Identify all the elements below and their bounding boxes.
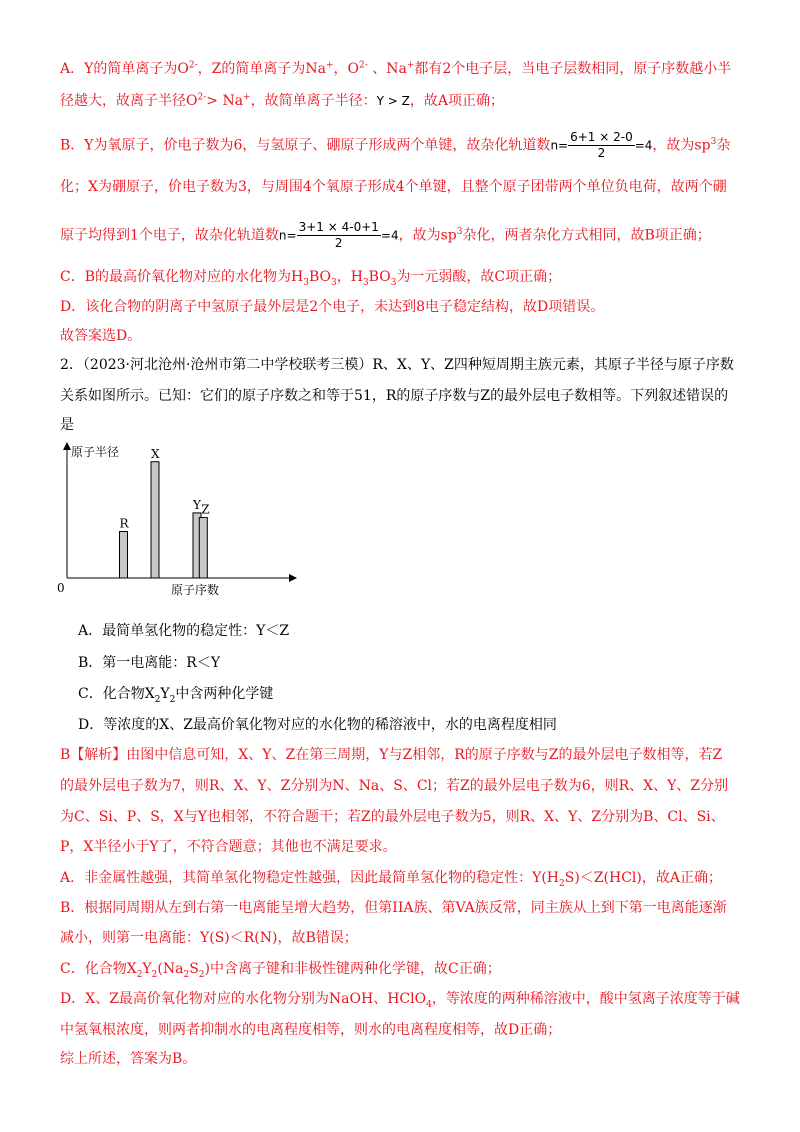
solution2-a: A．非金属性越强，其简单氢化物稳定性越强，因此最简单氢化物的稳定性：$Y(H_2S)<Z(HCl)$，故A正确； <box>60 870 722 889</box>
question-2-line3: 是 <box>60 417 74 433</box>
bar-label-R: R <box>119 516 129 531</box>
solution2-d-line1: D．X、Z最高价氧化物对应的水化物分别为NaOH、HClO$_4$，等浓度的两种稀溶液中，酸中氢离子浓度等于碱 <box>60 991 740 1010</box>
solution-b-line2: 化；X为硼原子，价电子数为3，与周围4个氧原子形成4个单键，且整个原子团带两个单位负电荷，故两个硼 <box>60 179 727 195</box>
fraction-b1: $\frac{6+1 \times 2-0}{2}$ <box>570 130 633 160</box>
question-2-line2: 关系如图所示。已知：它们的原子序数之和等于51，R的原子序数与Z的最外层电子数相等。下列叙述错误的 <box>60 388 729 404</box>
question-2-line1: 2．（2023·河北沧州·沧州市第二中学校联考三模）R、X、Y、Z四种短周期主族元素，其原子半径与原子序数 <box>60 357 734 373</box>
radius-vs-atomic-number-chart <box>55 440 305 600</box>
answer-1: 故答案选D。 <box>60 328 142 344</box>
solution2-line4: P，X半径小于Y了，不符合题意；其他也不满足要求。 <box>60 839 397 855</box>
solution-b-line3: 原子均得到1个电子，故杂化轨道数n= $\frac{3+1 \times 4-0+1}{2}$ =4，故为$sp^3$杂化，两者杂化方式相同，故B项正确； <box>60 220 711 250</box>
solution-d: D．该化合物的阴离子中氢原子最外层是2个电子，未达到8电子稳定结构，故D项错误。 <box>60 299 605 315</box>
solution2-line3: 为C、Si、P、S，X与Y也相邻，不符合题干；若Z的最外层电子数为5，则R、X、Y、Z分别为B、Cl、Si、 <box>60 809 725 825</box>
solution2-b-line2: 减小，则第一电离能：Y(S)＜R(N)，故B错误； <box>60 930 358 946</box>
option-d: D．等浓度的X、Z最高价氧化物对应的水化物的稀溶液中，水的电离程度相同 <box>78 717 557 733</box>
bar-label-Z: Z <box>201 502 210 517</box>
solution2-d-line2: 中氢氧根浓度，则两者抑制水的电离程度相等，则水的电离程度相等，故D正确； <box>60 1022 562 1038</box>
solution-a-line1: A．Y的简单离子为$O^{2-}$，Z的简单离子为Na+，$O^{2-}$ 、Na+都有2个电子层，当电子层数相同，原子序数越小半 <box>60 60 732 77</box>
option-a: A．最简单氢化物的稳定性：Y＜Z <box>78 623 290 639</box>
origin-label: 0 <box>57 581 65 595</box>
bar-X <box>151 462 159 578</box>
bar-R <box>120 532 128 579</box>
solution-b-line1: B．Y为氧原子，价电子数为6，与氢原子、硼原子形成两个单键，故杂化轨道数n= $\frac{6+1 \times 2-0}{2}$ =4，故为$sp^3$杂 <box>60 130 731 160</box>
solution2-b-line1: B．根据同周期从左到右第一电离能呈增大趋势，但第IIA族、第VA族反常，同主族从上到下第一电离能逐渐 <box>60 900 727 916</box>
solution2-line2: 的最外层电子数为7，则R、X、Y、Z分别为N、Na、S、Cl；若Z的最外层电子数为6，则R、X、Y、Z分别 <box>60 778 729 794</box>
bar-Z <box>199 518 207 578</box>
summary: 综上所述，答案为B。 <box>60 1051 197 1067</box>
solution-c: C．B的最高价氧化物对应的水化物为$H_3BO_3$，$H_3BO_3$为一元弱酸，故C项正确； <box>60 269 562 288</box>
option-c: C．化合物$X_2Y_2$中含两种化学键 <box>78 686 274 705</box>
solution2-c: C．化合物$X_2Y_2(Na_2S_2)$中含离子键和非极性键两种化学键，故C正确； <box>60 961 501 980</box>
x-axis-label: 原子序数 <box>171 583 220 597</box>
solution2-line1: B【解析】由图中信息可知，X、Y、Z在第三周期，Y与Z相邻，R的原子序数与Z的最外层电子数相等，若Z <box>60 747 723 763</box>
option-b: B．第一电离能：R＜Y <box>78 655 221 671</box>
fraction-b3: $\frac{3+1 \times 4-0+1}{2}$ <box>298 220 379 250</box>
solution-a-line2: 径越大，故离子半径$O^{2-}> Na^+$，故简单离子半径：Y > Z，故A项正确； <box>60 92 504 109</box>
bar-label-X: X <box>151 446 160 461</box>
y-axis-label: 原子半径 <box>71 445 120 459</box>
bar-label-Y: Y <box>193 497 201 512</box>
